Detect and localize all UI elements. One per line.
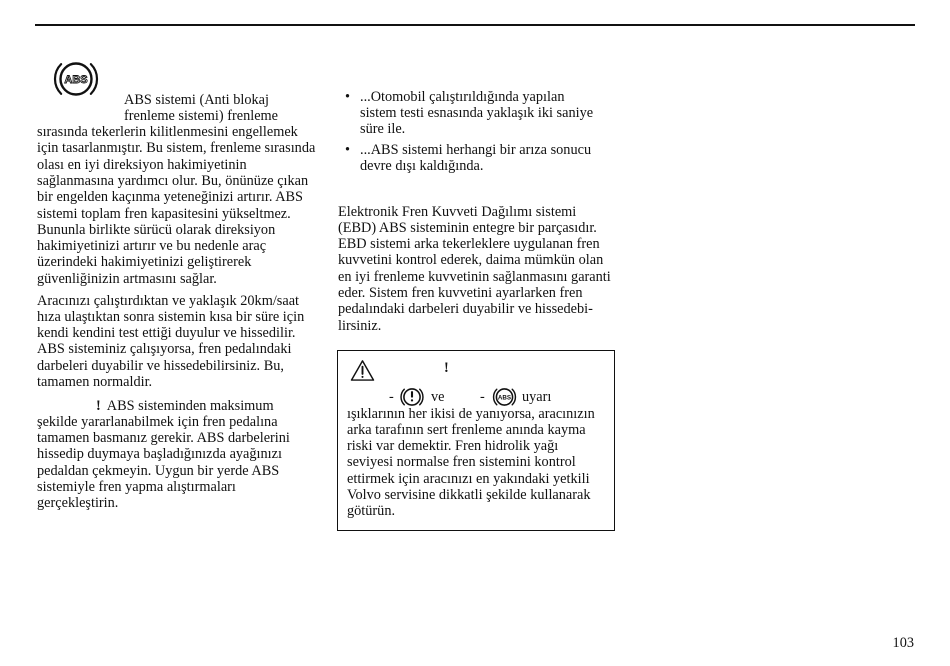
text-line: sistemi toplam fren kapasitesini yükseltmez.	[37, 205, 291, 222]
header-rule	[35, 24, 915, 26]
text-line: şekilde yararlanabilmek için fren pedalına	[37, 413, 278, 430]
text-fragment: ve	[431, 388, 445, 405]
text-line: için tasarlanmıştır. Bu sistem, frenleme sırasında	[37, 140, 316, 157]
text-line: sistem testi esnasında yaklaşık iki saniye	[360, 104, 594, 121]
text-line: lirsiniz.	[338, 317, 382, 334]
text-fragment: ABS sisteminden maksimum	[106, 397, 274, 414]
text-line: sistemiyle fren yapma alıştırmaları	[37, 478, 236, 495]
text-line: güvenliğinizin artmasını sağlar.	[37, 270, 217, 287]
text-line: sağlanmasına yardımcı olur. Bu, önünüze çıkan	[37, 172, 309, 189]
text-line: en iyi frenleme kuvvetinin sağlanmasını garanti	[338, 268, 611, 285]
abs-intro-paragraph	[37, 92, 315, 288]
text-line: Volvo servisine dikkatli şekilde kullanarak	[347, 486, 591, 503]
bullet-symbol: •	[345, 141, 351, 158]
text-line: Aracınızı çalıştırdıktan ve yaklaşık 20km/saat	[37, 292, 300, 309]
text-line: frenleme sistemi) frenleme	[124, 107, 279, 124]
warning-box	[337, 350, 615, 531]
text-fragment: -	[480, 388, 485, 405]
text-line: gerçekleştirin.	[37, 495, 119, 512]
text-fragment: uyarı	[522, 388, 552, 405]
text-line: ABS sisteminiz çalışıyorsa, fren pedalındaki	[37, 341, 292, 358]
text-line: eder. Sistem fren kuvvetini ayarlarken fren	[338, 284, 583, 301]
abs-icon-label: ABS	[64, 74, 88, 86]
bullet-item	[338, 89, 593, 138]
brake-icon-exclamation-dot	[411, 399, 413, 401]
text-line: tamamen basmanız gerekir. ABS darbelerini	[37, 430, 290, 447]
text-line: devre dışı kaldığında.	[360, 157, 484, 174]
text-line: götürün.	[347, 503, 396, 520]
text-fragment: -	[389, 388, 394, 405]
text-line: seviyesi normalse fren sistemini kontrol	[347, 454, 576, 471]
text-line: Bununla birlikte sürücü olarak direksiyon	[37, 221, 276, 238]
text-line: hıza ulaştıktan sonra sistemin kısa bir süre için	[37, 308, 305, 325]
page-number: 103	[892, 634, 914, 651]
text-line: hakimiyetinizi artırır ve bu nedenle araç	[37, 238, 267, 255]
bullet-text	[360, 89, 593, 138]
text-line: bir engelden kaçınma yeteneğinizi artırır. ABS	[37, 189, 303, 206]
abs-selftest-paragraph	[37, 293, 304, 391]
text-line: ...Otomobil çalıştırıldığında yapılan	[360, 88, 565, 105]
text-line: hissedip duymaya başladığınızda ayağınızı	[37, 446, 282, 463]
text-line: Elektronik Fren Kuvveti Dağılımı sistemi	[338, 203, 577, 220]
text-line: pedaldan çekmeyin. Uygun bir yerde ABS	[37, 462, 280, 479]
text-line: ettirmek için aracınızı en yakındaki yetkili	[347, 470, 590, 487]
text-line: (EBD) ABS sisteminin entegre bir parçasıdır.	[338, 219, 597, 236]
emphasis-mark: !	[96, 397, 101, 414]
text-line: olası en iyi direksiyon hakimiyetinin	[37, 156, 247, 173]
bullet-text	[360, 142, 591, 175]
text-line: riski var demektir. Fren hidrolik yağı	[347, 438, 559, 455]
bullet-item	[338, 142, 591, 175]
text-line: kuvvetini kontrol ederek, daima mümkün olan	[338, 252, 604, 269]
text-line: pedalındaki darbeleri duyabilir ve hissedebi-	[338, 301, 593, 318]
warning-triangle-icon	[350, 359, 375, 382]
text-line: süre ile.	[360, 121, 406, 138]
bullet-symbol: •	[345, 88, 351, 105]
warning-title-mark: !	[444, 359, 449, 376]
text-line: EBD sistemi arka tekerleklere uygulanan fren	[338, 236, 600, 253]
text-line: darbeleri duyabilir ve hissedebilirsiniz. Bu,	[37, 357, 284, 374]
text-line: tamamen normaldir.	[37, 373, 153, 390]
text-line	[37, 398, 290, 414]
text-line: ABS sistemi (Anti blokaj	[124, 91, 269, 108]
abs-icon-label: ABS	[497, 394, 512, 402]
brake-icon-exclamation-bar	[411, 391, 413, 397]
ebd-paragraph	[338, 204, 611, 334]
triangle-exclamation-dot	[361, 376, 363, 378]
abs-usage-paragraph	[37, 398, 290, 512]
warning-text	[347, 406, 595, 520]
text-line: arka tarafının sert frenleme anında kayma	[347, 421, 586, 438]
text-line: ışıklarının her ikisi de yanıyorsa, aracınızın	[347, 405, 595, 422]
text-line: üzerindeki hakimiyetinizi geliştirerek	[37, 254, 252, 271]
text-line: ...ABS sistemi herhangi bir arıza sonucu	[360, 141, 592, 158]
text-line: kendi kendini test ettiği duyulur ve hissedilir.	[37, 325, 296, 342]
text-line: sırasında tekerlerin kilitlenmesini engellemek	[37, 124, 298, 141]
